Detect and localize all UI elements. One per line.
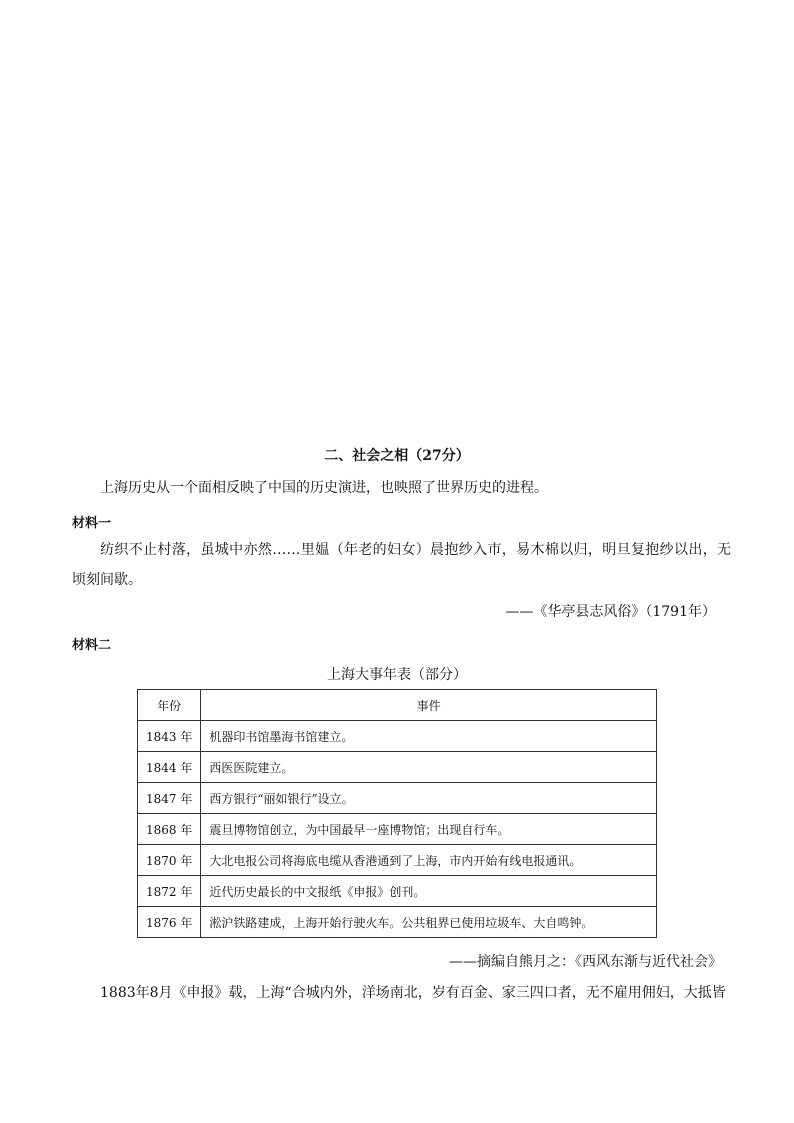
event-cell: 机器印书馆墨海书馆建立。	[201, 721, 657, 752]
events-table	[137, 689, 657, 938]
intro-paragraph: 上海历史从一个面相反映了中国的历史演进，也映照了世界历史的进程。	[100, 480, 548, 496]
table-caption: 上海大事年表（部分）	[327, 667, 467, 683]
table-row	[138, 845, 657, 876]
table-row	[138, 876, 657, 907]
year-cell: 1844 年	[138, 752, 201, 783]
year-cell: 1847 年	[138, 783, 201, 814]
event-cell: 西医医院建立。	[201, 752, 657, 783]
year-cell: 1872 年	[138, 876, 201, 907]
event-cell: 西方银行“丽如银行”设立。	[201, 783, 657, 814]
table-row	[138, 907, 657, 938]
year-cell: 1870 年	[138, 845, 201, 876]
table-header-row	[138, 690, 657, 721]
year-cell: 1843 年	[138, 721, 201, 752]
year-cell: 1876 年	[138, 907, 201, 938]
year-cell: 1868 年	[138, 814, 201, 845]
event-cell: 震旦博物馆创立，为中国最早一座博物馆；出现自行车。	[201, 814, 657, 845]
table-row	[138, 814, 657, 845]
table-row	[138, 752, 657, 783]
event-cell: 大北电报公司将海底电缆从香港通到了上海，市内开始有线电报通讯。	[201, 845, 657, 876]
table-row	[138, 721, 657, 752]
material-2-label: 材料二	[72, 638, 112, 653]
event-cell: 淞沪铁路建成，上海开始行驶火车。公共租界已使用垃圾车、大自鸣钟。	[201, 907, 657, 938]
material-1-label: 材料一	[72, 516, 112, 531]
material-1-text-line-1: 纺织不止村落，虽城中亦然……里媪（年老的妇女）晨抱纱入市，易木棉以归，明旦复抱纱以出，无	[100, 542, 732, 558]
material-1-text-line-2: 顷刻间歇。	[72, 572, 142, 588]
table-row	[138, 783, 657, 814]
event-cell: 近代历史最长的中文报纸《申报》创刊。	[201, 876, 657, 907]
material-3-text-line-1: 1883年8月《申报》载，上海“合城内外，洋场南北，岁有百金、家三四口者，无不雇用佣妇，大抵皆	[100, 985, 726, 1001]
material-1-source: ——《华亭县志风俗》（1791年）	[505, 604, 716, 620]
year-column-header: 年份	[138, 690, 201, 721]
event-column-header: 事件	[201, 690, 657, 721]
material-2-source: ——摘编自熊月之：《西风东渐与近代社会》	[449, 954, 722, 970]
section-title: 二、社会之相（27分）	[324, 448, 470, 464]
